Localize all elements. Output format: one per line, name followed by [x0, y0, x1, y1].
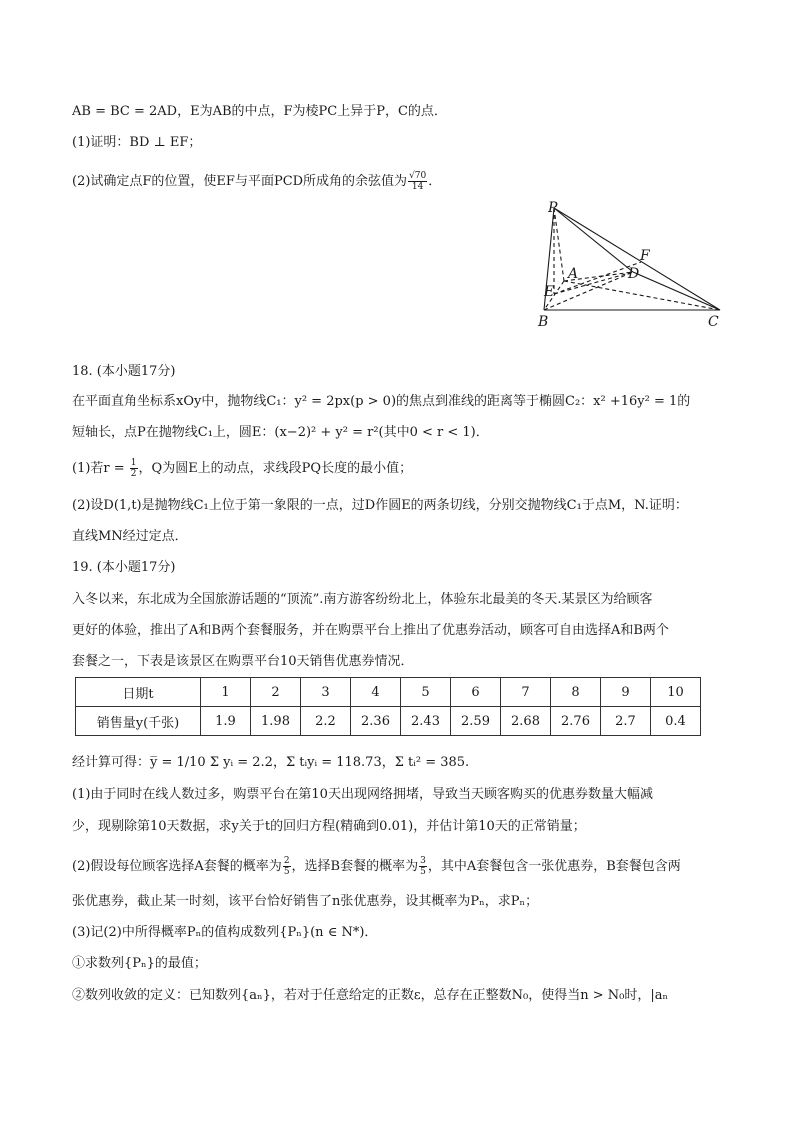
q19-part2-line2: 张优惠券，截止某一时刻，该平台恰好销售了n张优惠券，设其概率为Pₙ，求Pₙ； [72, 894, 539, 909]
q19-part2-text: (2)假设每位顾客选择A套餐的概率为 [72, 859, 282, 874]
table-cell: 1.98 [251, 707, 301, 736]
table-cell: 2 [251, 678, 301, 707]
table-header-sales: 销售量y(千张) [76, 707, 201, 736]
q19-header: 19. (本小题17分) [72, 560, 176, 575]
table-cell: 2.76 [551, 707, 601, 736]
edge-PD [554, 208, 633, 272]
table-cell: 6 [451, 678, 501, 707]
q19-intro-line3: 套餐之一，下表是该景区在购票平台10天销售优惠券情况． [72, 654, 414, 669]
fraction-numerator: √70 [409, 171, 427, 181]
q19-part2-fraction-a [283, 856, 291, 877]
q17-part2-end: ． [428, 174, 442, 189]
fraction-numerator: 1 [130, 458, 137, 468]
q17-part1: (1)证明：BD ⊥ EF； [72, 135, 202, 150]
q18-part2-line1: (2)设D(1,t)是抛物线C₁上位于第一象限的一点，过D作圆E的两条切线，分别交抛物线C₁于点M，N.证明： [72, 498, 688, 513]
label-D: D [628, 266, 640, 282]
table-cell: 1 [201, 678, 251, 707]
q18-part1-fraction [130, 458, 138, 479]
q19-part1-line1: (1)由于同时在线人数过多，购票平台在第10天出现网络拥堵，导致当天顾客购买的优惠券数量大幅减 [72, 787, 653, 802]
table-cell: 3 [301, 678, 351, 707]
q19-intro-line1: 入冬以来，东北成为全国旅游话题的“顶流”.南方游客纷纷北上，体验东北最美的冬天.某景区为给顾客 [72, 592, 653, 607]
table-cell: 2.2 [301, 707, 351, 736]
label-A: A [568, 266, 579, 282]
label-E: E [544, 284, 555, 300]
label-P: P [548, 200, 558, 216]
edge-PA [554, 208, 564, 281]
label-F: F [640, 248, 650, 264]
q18-intro-line1: 在平面直角坐标系xOy中，抛物线C₁：y² = 2px(p > 0)的焦点到准线的距离等于椭圆C₂：x² +16y² = 1的 [72, 394, 691, 409]
q18-part1-end: ，Q为圆E上的动点，求线段PQ长度的最小值； [138, 461, 413, 476]
table-cell: 2.59 [451, 707, 501, 736]
q19-calc-line: 经计算可得：y̅ = 1/10 Σ yᵢ = 2.2，Σ tᵢyᵢ = 118.73，Σ tᵢ² = 385. [72, 755, 470, 770]
q17-condition-line: AB = BC = 2AD，E为AB的中点，F为棱PC上异于P，C的点． [72, 104, 447, 119]
fraction-denominator: 5 [283, 867, 290, 877]
q18-header: 18. (本小题17分) [72, 364, 176, 379]
table-cell: 7 [501, 678, 551, 707]
table-row-days [76, 678, 701, 707]
q17-part2-fraction [408, 171, 427, 192]
fraction-numerator: 3 [420, 856, 426, 866]
table-cell: 4 [351, 678, 401, 707]
q19-part2-end: ，其中A套餐包含一张优惠券，B套餐包含两 [427, 859, 681, 874]
table-cell: 1.9 [201, 707, 251, 736]
fraction-denominator: 5 [420, 867, 426, 877]
label-C: C [708, 314, 719, 330]
table-cell: 5 [401, 678, 451, 707]
q17-part2 [72, 171, 441, 192]
table-cell: 10 [651, 678, 701, 707]
table-cell: 2.68 [501, 707, 551, 736]
q18-intro-line2: 短轴长，点P在抛物线C₁上，圆E：(x−2)² + y² = r²(其中0 < r < 1)． [72, 425, 489, 440]
q19-part2-line1 [72, 856, 681, 877]
table-cell: 2.36 [351, 707, 401, 736]
q19-part2-fraction-b [419, 856, 427, 877]
table-row-sales [76, 707, 701, 736]
edge-DC [633, 272, 720, 310]
table-cell: 2.7 [601, 707, 651, 736]
pyramid-figure [530, 198, 730, 330]
q17-part2-text: (2)试确定点F的位置，使EF与平面PCD所成角的余弦值为 [72, 174, 408, 189]
table-cell: 0.4 [651, 707, 701, 736]
q18-part1 [72, 458, 412, 479]
segment-ED [554, 272, 633, 294]
fraction-numerator: 2 [283, 856, 290, 866]
label-B: B [538, 314, 549, 330]
table-cell: 9 [601, 678, 651, 707]
q18-part1-text: (1)若r = [72, 461, 129, 476]
q19-part2-middle: ，选择B套餐的概率为 [291, 859, 419, 874]
table-cell: 8 [551, 678, 601, 707]
fraction-denominator: 2 [130, 469, 137, 479]
sales-table [75, 677, 701, 736]
q19-intro-line2: 更好的体验，推出了A和B两个套餐服务，并在购票平台上推出了优惠券活动，顾客可自由选择A和B两个 [72, 623, 669, 638]
q18-part2-line2: 直线MN经过定点． [72, 529, 188, 544]
q19-sub1: ①求数列{Pₙ}的最值； [72, 956, 207, 971]
q19-sub2: ②数列收敛的定义：已知数列{aₙ}，若对于任意给定的正数ε，总存在正整数N₀，使得当n > N₀时，|aₙ [72, 988, 669, 1003]
q19-part3: (3)记(2)中所得概率Pₙ的值构成数列{Pₙ}(n ∈ N*)． [72, 925, 378, 940]
q19-part1-line2: 少，现剔除第10天数据，求y关于t的回归方程(精确到0.01)，并估计第10天的正常销量； [72, 819, 586, 834]
table-header-date: 日期t [76, 678, 201, 707]
fraction-denominator: 14 [411, 182, 424, 192]
table-cell: 2.43 [401, 707, 451, 736]
